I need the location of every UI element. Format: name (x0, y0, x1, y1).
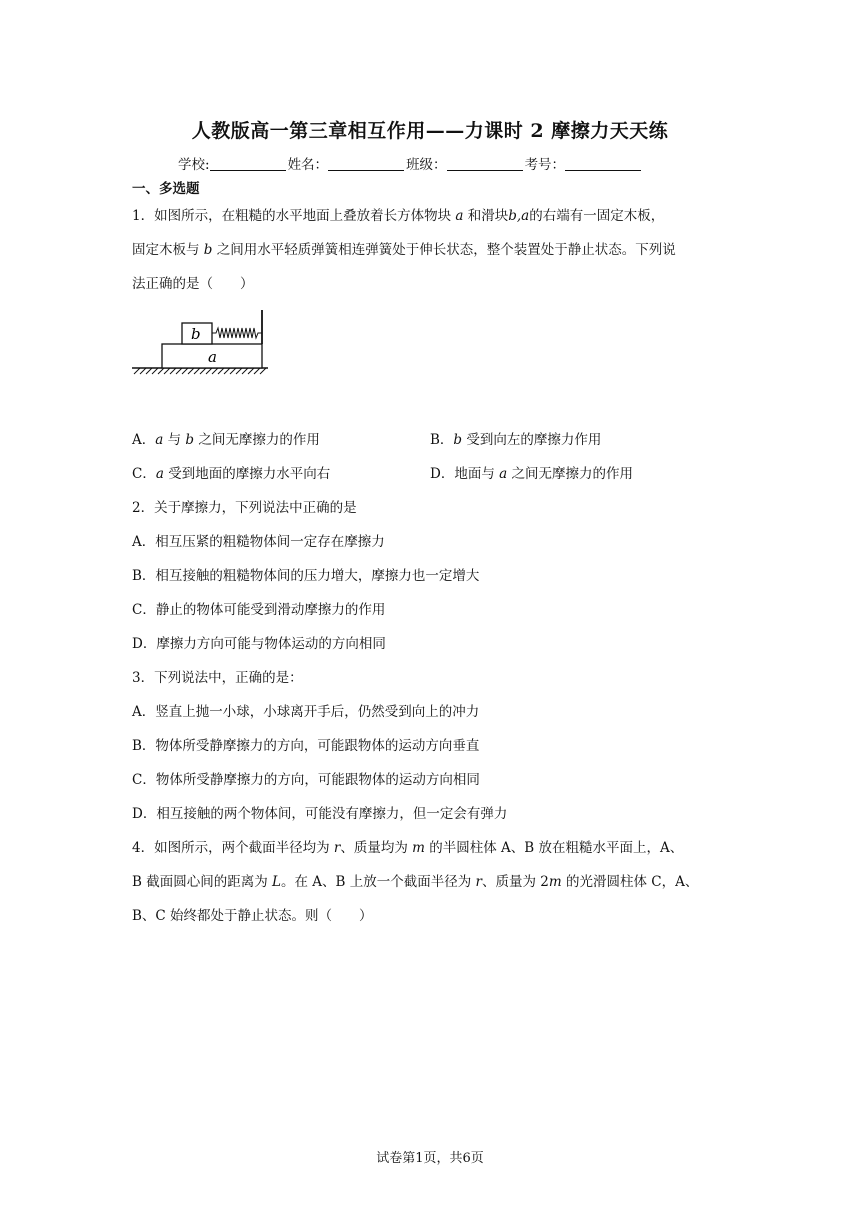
q4-text: 的光滑圆柱体 C，A、 (561, 874, 699, 890)
option-text: D．地面与 (430, 466, 500, 482)
q4-line2 (132, 870, 698, 890)
var-a: a (155, 432, 164, 448)
option-text: C． (132, 466, 156, 482)
q1-line3: 法正确的是（ ） (132, 276, 254, 292)
var-m: m (412, 840, 425, 856)
option-text: 与 (163, 432, 186, 448)
q3-option-b[interactable]: B．物体所受静摩擦力的方向，可能跟物体的运动方向垂直 (132, 738, 480, 754)
q1-text: 之间用水平轻质弹簧相连弹簧处于伸长状态，整个装置处于静止状态。下列说 (212, 242, 676, 258)
q4-text: 4．如图所示，两个截面半径均为 (132, 840, 334, 856)
school-blank[interactable] (210, 157, 286, 171)
q1-option-c[interactable] (132, 462, 330, 482)
block-a-label: a (208, 348, 217, 366)
exam-info-line (178, 153, 643, 173)
var-r: r (333, 840, 341, 856)
q1-option-d[interactable] (430, 462, 633, 482)
q3-option-c[interactable]: C．物体所受静摩擦力的方向，可能跟物体的运动方向相同 (132, 772, 480, 788)
q4-text: B 截面圆心间的距离为 (132, 874, 273, 890)
var-a: a (155, 466, 164, 482)
var-r: r (475, 874, 482, 890)
var-b: b (203, 242, 213, 258)
block-spring-figure (128, 310, 273, 382)
q3-stem: 3．下列说法中，正确的是： (132, 670, 303, 686)
option-text: 受到向左的摩擦力作用 (462, 432, 602, 448)
var-a: a (455, 208, 464, 224)
q2-option-a[interactable]: A．相互压紧的粗糙物体间一定存在摩擦力 (132, 534, 385, 550)
id-label: 考号： (524, 157, 566, 173)
var-ba: b,a (508, 208, 530, 224)
page-title: 人教版高一第三章相互作用——力课时 2 摩擦力天天练 (191, 120, 669, 142)
spring-icon (212, 328, 262, 338)
q3-option-d[interactable]: D．相互接触的两个物体间，可能没有摩擦力，但一定会有弹力 (132, 806, 508, 822)
q1-line1 (132, 204, 664, 224)
q4-text: 的半圆柱体 A、B 放在粗糙水平面上，A、 (424, 840, 684, 856)
name-label: 姓名： (287, 157, 329, 173)
q2-stem: 2．关于摩擦力，下列说法中正确的是 (132, 500, 357, 516)
q4-line1 (132, 836, 683, 856)
q3-option-a[interactable]: A．竖直上抛一小球，小球离开手后，仍然受到向上的冲力 (132, 704, 480, 720)
q4-line3: B、C 始终都处于静止状态。则（ ） (132, 908, 373, 924)
option-text: B． (430, 432, 454, 448)
q2-option-b[interactable]: B．相互接触的粗糙物体间的压力增大，摩擦力也一定增大 (132, 568, 480, 584)
q1-text: 的右端有一固定木板， (529, 208, 665, 224)
q1-line2 (132, 238, 676, 258)
var-L: L (272, 874, 281, 890)
var-b: b (185, 432, 195, 448)
q4-text: 。在 A、B 上放一个截面半径为 (280, 874, 476, 890)
q1-option-a[interactable] (132, 428, 320, 448)
option-text: A． (132, 432, 156, 448)
q4-text: 、质量均为 (340, 840, 413, 856)
option-text: 之间无摩擦力的作用 (194, 432, 320, 448)
var-a: a (499, 466, 508, 482)
option-text: 之间无摩擦力的作用 (507, 466, 633, 482)
q1-option-b[interactable] (430, 428, 601, 448)
q2-option-d[interactable]: D．摩擦力方向可能与物体运动的方向相同 (132, 636, 386, 652)
q2-option-c[interactable]: C．静止的物体可能受到滑动摩擦力的作用 (132, 602, 386, 618)
q1-text: 固定木板与 (132, 242, 204, 258)
q1-text: 和滑块 (463, 208, 509, 224)
var-b: b (453, 432, 463, 448)
block-b-label: b (191, 325, 201, 343)
id-blank[interactable] (565, 157, 641, 171)
class-label: 班级： (406, 157, 447, 173)
class-blank[interactable] (447, 157, 523, 171)
name-blank[interactable] (328, 157, 404, 171)
var-m: m (548, 874, 562, 890)
ground-hatch (134, 368, 266, 374)
q4-text: 、质量为 2 (482, 874, 549, 890)
school-label: 学校: (178, 157, 210, 173)
option-text: 受到地面的摩擦力水平向右 (163, 466, 331, 482)
q1-text: 1．如图所示，在粗糙的水平地面上叠放着长方体物块 (132, 208, 456, 224)
page-footer: 试卷第1页，共6页 (376, 1151, 484, 1166)
section-title: 一、多选题 (132, 181, 200, 197)
